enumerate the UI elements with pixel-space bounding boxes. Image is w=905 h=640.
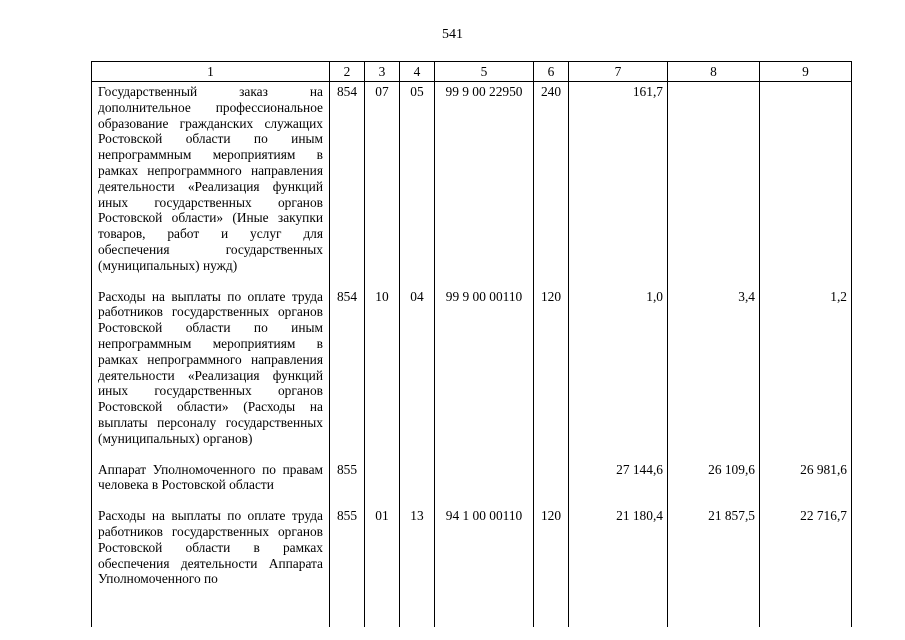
section-code: 10 [365,287,400,460]
table-row [92,82,852,287]
target-code: 94 1 00 00110 [435,506,534,627]
target-code [435,460,534,507]
budget-table [91,61,852,627]
amount-year-2: 3,4 [668,287,760,460]
ministry-code: 854 [330,287,365,460]
amount-year-2 [668,82,760,287]
expense-type-code: 120 [534,287,569,460]
section-code [365,460,400,507]
row-name: Расходы на выплаты по оплате труда работников государственных органов Ростовской области по иным непрограммным мероприятиям в рамках непрограммного направления деятельности «Реализация функций иных государственных органов Ростовской области» (Расходы на выплаты персоналу государственных (муниципальных) органов) [92,287,330,460]
amount-year-3: 22 716,7 [760,506,852,627]
header-row [92,62,852,82]
page-number: 541 [442,27,463,42]
column-header: 5 [435,62,534,82]
table-row [92,506,852,627]
section-code: 07 [365,82,400,287]
column-header: 2 [330,62,365,82]
column-header: 1 [92,62,330,82]
table-row [92,287,852,460]
table-row [92,460,852,507]
amount-year-2: 21 857,5 [668,506,760,627]
column-header: 7 [569,62,668,82]
ministry-code: 854 [330,82,365,287]
row-name: Аппарат Уполномоченного по правам человека в Ростовской области [92,460,330,507]
row-name: Расходы на выплаты по оплате труда работников государственных органов Ростовской области в рамках обеспечения деятельности Аппарата Уполномоченного по [92,506,330,627]
subsection-code: 05 [400,82,435,287]
column-header: 3 [365,62,400,82]
amount-year-1: 21 180,4 [569,506,668,627]
amount-year-3: 26 981,6 [760,460,852,507]
subsection-code: 04 [400,287,435,460]
amount-year-2: 26 109,6 [668,460,760,507]
amount-year-1: 161,7 [569,82,668,287]
table-header [92,62,852,82]
subsection-code [400,460,435,507]
amount-year-3: 1,2 [760,287,852,460]
expense-type-code: 240 [534,82,569,287]
column-header: 6 [534,62,569,82]
ministry-code: 855 [330,506,365,627]
amount-year-1: 27 144,6 [569,460,668,507]
target-code: 99 9 00 22950 [435,82,534,287]
column-header: 4 [400,62,435,82]
subsection-code: 13 [400,506,435,627]
amount-year-3 [760,82,852,287]
column-header: 9 [760,62,852,82]
expense-type-code: 120 [534,506,569,627]
section-code: 01 [365,506,400,627]
column-header: 8 [668,62,760,82]
row-name: Государственный заказ на дополнительное профессиональное образование гражданских служащих Ростовской области по иным непрограммным мероприятиям в рамках непрограммного направления деятельности «Реализация функций иных государственных органов Ростовской области» (Иные закупки товаров, работ и услуг для обеспечения государственных (муниципальных) нужд) [92,82,330,287]
ministry-code: 855 [330,460,365,507]
amount-year-1: 1,0 [569,287,668,460]
expense-type-code [534,460,569,507]
target-code: 99 9 00 00110 [435,287,534,460]
